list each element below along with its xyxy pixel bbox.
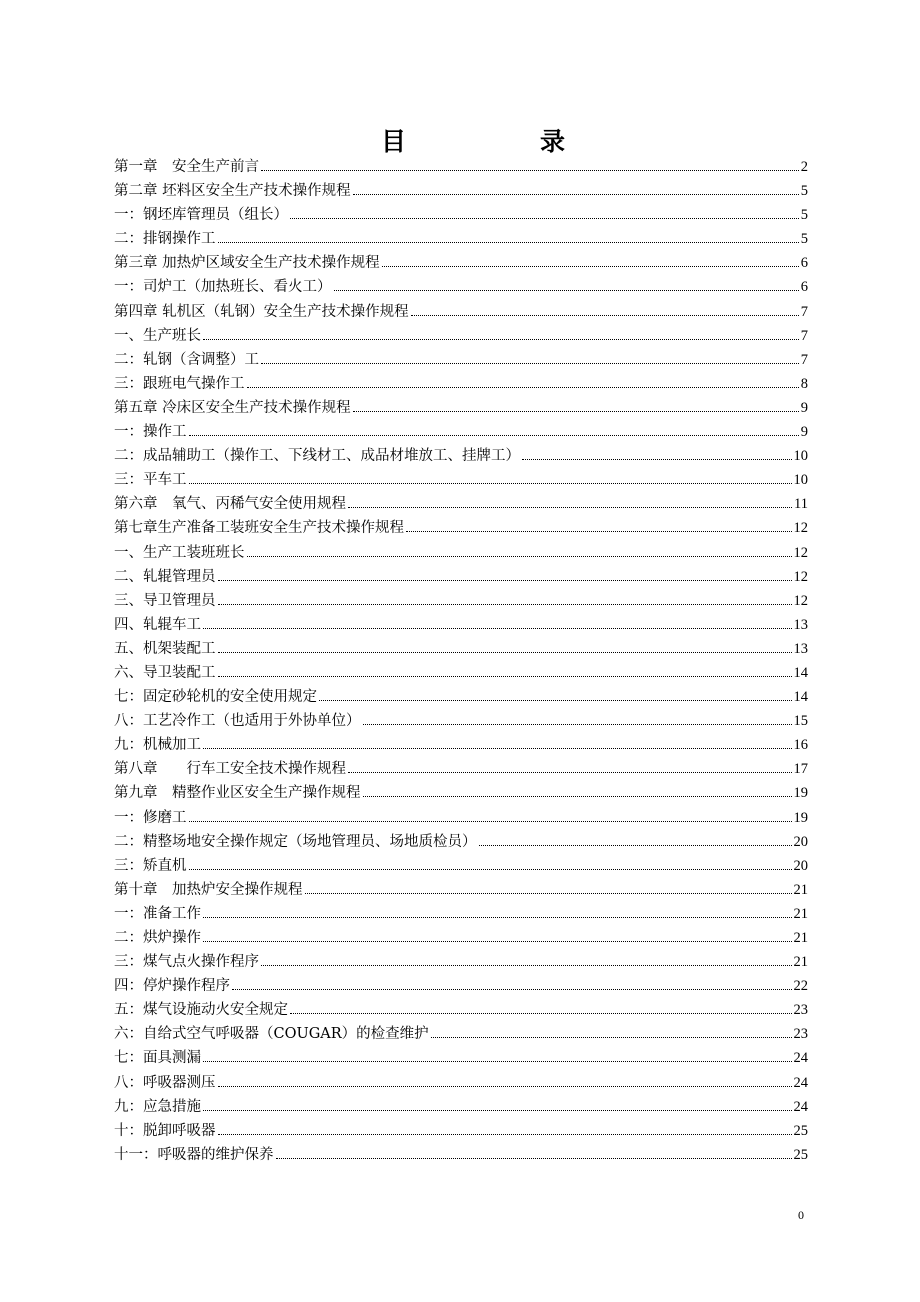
toc-entry-label: 一：准备工作 (114, 905, 201, 922)
toc-entry[interactable] (114, 950, 808, 974)
toc-entry-label: 八：工艺冷作工（也适用于外协单位） (114, 713, 361, 730)
toc-dot-leader (431, 1037, 792, 1038)
toc-entry-page-number: 5 (800, 207, 808, 224)
toc-entry-label: 二：成品辅助工（操作工、下线材工、成品材堆放工、挂牌工） (114, 448, 520, 465)
toc-entry-label: 五：煤气设施动火安全规定 (114, 1002, 288, 1019)
toc-entry-label: 一、生产班长 (114, 327, 201, 344)
toc-dot-leader (353, 411, 799, 412)
toc-entry-label: 十：脱卸呼吸器 (114, 1122, 216, 1139)
toc-dot-leader (382, 266, 799, 267)
toc-dot-leader (305, 893, 792, 894)
toc-entry[interactable] (114, 251, 808, 275)
toc-entry-page-number: 20 (793, 833, 808, 850)
toc-dot-leader (189, 435, 799, 436)
toc-entry[interactable] (114, 396, 808, 420)
toc-entry-page-number: 21 (793, 905, 808, 922)
toc-entry-label: 三：矫直机 (114, 857, 187, 874)
toc-dot-leader (218, 1134, 792, 1135)
toc-entry-page-number: 6 (800, 255, 808, 272)
toc-entry[interactable] (114, 300, 808, 324)
toc-entry-page-number: 7 (800, 351, 808, 368)
toc-entry-page-number: 7 (800, 303, 808, 320)
toc-dot-leader (218, 242, 799, 243)
toc-entry-label: 六、导卫装配工 (114, 664, 216, 681)
toc-dot-leader (353, 194, 799, 195)
toc-entry-page-number: 2 (800, 159, 808, 175)
toc-entry-page-number: 21 (793, 954, 808, 971)
toc-entry[interactable] (114, 637, 808, 661)
toc-entry-page-number: 12 (793, 592, 808, 609)
toc-entry-label: 五、机架装配工 (114, 640, 216, 657)
toc-entry-page-number: 15 (793, 713, 808, 730)
toc-entry-page-number: 22 (793, 978, 808, 995)
toc-entry-label: 第六章 氧气、丙稀气安全使用规程 (114, 496, 346, 513)
toc-dot-leader (261, 363, 799, 364)
toc-entry-label: 七：面具测漏 (114, 1050, 201, 1067)
toc-entry-page-number: 23 (793, 1026, 808, 1043)
toc-entry-label: 第四章 轧机区（轧钢）安全生产技术操作规程 (114, 303, 409, 320)
toc-entry[interactable] (114, 1071, 808, 1095)
toc-entry-label: 二：烘炉操作 (114, 930, 201, 946)
toc-entry[interactable] (114, 661, 808, 685)
toc-dot-leader (203, 339, 799, 340)
toc-entry-page-number: 21 (793, 881, 808, 898)
toc-entry-page-number: 20 (793, 857, 808, 874)
toc-entry-page-number: 10 (793, 472, 808, 489)
toc-dot-leader (334, 290, 799, 291)
toc-entry-page-number: 5 (800, 231, 808, 248)
toc-entry[interactable] (114, 420, 808, 444)
toc-entry[interactable] (114, 516, 808, 540)
toc-entry[interactable] (114, 854, 808, 878)
toc-entry-label: 一：司炉工（加热班长、看火工） (114, 279, 332, 296)
toc-entry-page-number: 6 (800, 279, 808, 296)
toc-entry[interactable] (114, 781, 808, 805)
toc-entry[interactable] (114, 541, 808, 565)
toc-entry-page-number: 17 (793, 761, 808, 778)
toc-entry-page-number: 16 (793, 737, 808, 754)
toc-entry-label: 十一：呼吸器的维护保养 (114, 1146, 274, 1163)
toc-dot-leader (218, 604, 792, 605)
toc-entry-page-number: 12 (793, 544, 808, 561)
toc-dot-leader (411, 315, 799, 316)
toc-dot-leader (261, 170, 799, 171)
toc-dot-leader (189, 869, 792, 870)
toc-entry-label: 第七章生产准备工装班安全生产技术操作规程 (114, 520, 404, 537)
toc-entry[interactable] (114, 492, 808, 516)
toc-entry[interactable] (114, 1046, 808, 1070)
toc-entry-page-number: 13 (793, 640, 808, 657)
toc-dot-leader (276, 1158, 792, 1159)
toc-entry[interactable] (114, 1095, 808, 1119)
toc-entry-page-number: 24 (793, 1098, 808, 1115)
toc-dot-leader (189, 821, 792, 822)
toc-entry[interactable] (114, 613, 808, 637)
toc-entry-label: 三、导卫管理员 (114, 592, 216, 609)
toc-dot-leader (319, 700, 792, 701)
toc-dot-leader (232, 989, 792, 990)
toc-entry-label: 第八章 行车工安全技术操作规程 (114, 761, 346, 778)
toc-entry-label: 三：跟班电气操作工 (114, 375, 245, 392)
toc-entry[interactable] (114, 806, 808, 830)
toc-entry-page-number: 9 (800, 399, 808, 416)
toc-entry[interactable] (114, 902, 808, 926)
toc-entry-label: 一：钢坯库管理员（组长） (114, 207, 288, 224)
toc-dot-leader (363, 724, 792, 725)
toc-entry-page-number: 21 (793, 930, 808, 946)
toc-entry-page-number: 25 (793, 1122, 808, 1139)
toc-entry-label: 一：操作工 (114, 424, 187, 441)
toc-dot-leader (203, 917, 792, 918)
toc-dot-leader (348, 772, 792, 773)
toc-dot-leader (522, 459, 792, 460)
toc-entry[interactable] (114, 757, 808, 781)
toc-entry-label: 第三章 加热炉区域安全生产技术操作规程 (114, 255, 380, 272)
toc-dot-leader (479, 845, 792, 846)
toc-entry[interactable] (114, 275, 808, 299)
toc-entry[interactable] (114, 179, 808, 203)
toc-entry[interactable] (114, 685, 808, 709)
toc-dot-leader (218, 580, 792, 581)
toc-dot-leader (290, 218, 799, 219)
toc-entry-label: 第九章 精整作业区安全生产操作规程 (114, 785, 361, 802)
toc-entry-page-number: 24 (793, 1074, 808, 1091)
toc-entry[interactable] (114, 203, 808, 227)
toc-entry-label: 二：精整场地安全操作规定（场地管理员、场地质检员） (114, 833, 477, 850)
toc-entry-label: 九：机械加工 (114, 737, 201, 754)
toc-dot-leader (218, 676, 792, 677)
toc-entry[interactable] (114, 1022, 808, 1046)
toc-entry-label: 二、轧辊管理员 (114, 568, 216, 585)
toc-entry-page-number: 23 (793, 1002, 808, 1019)
toc-dot-leader (247, 556, 792, 557)
toc-entry-page-number: 5 (800, 183, 808, 200)
toc-dot-leader (203, 748, 792, 749)
toc-entry-label: 三：平车工 (114, 472, 187, 489)
toc-entry[interactable] (114, 830, 808, 854)
toc-dot-leader (218, 652, 792, 653)
toc-dot-leader (203, 941, 792, 942)
toc-entry-page-number: 19 (793, 809, 808, 826)
toc-entry-page-number: 11 (794, 496, 808, 513)
toc-entry[interactable] (114, 709, 808, 733)
toc-entry-page-number: 12 (793, 520, 808, 537)
toc-dot-leader (348, 507, 792, 508)
toc-entry[interactable] (114, 468, 808, 492)
toc-entry[interactable] (114, 565, 808, 589)
toc-entry-label: 八：呼吸器测压 (114, 1074, 216, 1091)
toc-entry-label: 二：轧钢（含调整）工 (114, 351, 259, 368)
toc-dot-leader (247, 387, 799, 388)
toc-entry-page-number: 8 (800, 375, 808, 392)
toc-entry-page-number: 14 (793, 689, 808, 706)
toc-entry[interactable] (114, 348, 808, 372)
toc-title-char-2: 录 (540, 127, 566, 156)
toc-entry[interactable] (114, 878, 808, 902)
toc-entry[interactable] (114, 1119, 808, 1143)
toc-entry-label: 一：修磨工 (114, 809, 187, 826)
toc-entry[interactable] (114, 589, 808, 613)
toc-entry[interactable] (114, 324, 808, 348)
toc-dot-leader (218, 1086, 792, 1087)
toc-entry[interactable] (114, 444, 808, 468)
toc-entry-page-number: 24 (793, 1050, 808, 1067)
toc-entry-label: 二：排钢操作工 (114, 231, 216, 248)
toc-entry-page-number: 13 (793, 616, 808, 633)
toc-dot-leader (290, 1013, 792, 1014)
toc-entry-label: 第二章 坯料区安全生产技术操作规程 (114, 183, 351, 200)
toc-entry-label: 六：自给式空气呼吸器（COUGAR）的检查维护 (114, 1026, 429, 1043)
toc-dot-leader (363, 796, 792, 797)
toc-dot-leader (189, 483, 792, 484)
toc-dot-leader (203, 628, 792, 629)
toc-entry[interactable] (114, 974, 808, 998)
toc-entry-label: 第十章 加热炉安全操作规程 (114, 881, 303, 898)
toc-dot-leader (261, 965, 792, 966)
page-number: 0 (798, 1208, 804, 1222)
toc-entry[interactable] (114, 998, 808, 1022)
toc-entry-label: 四：停炉操作程序 (114, 978, 230, 995)
toc-entry[interactable] (114, 1143, 808, 1167)
toc-entry[interactable] (114, 372, 808, 396)
toc-entry[interactable] (114, 926, 808, 950)
toc-entry-label: 四、轧辊车工 (114, 616, 201, 633)
toc-entry-page-number: 19 (793, 785, 808, 802)
toc-entry[interactable] (114, 155, 808, 179)
toc-entry-label: 一、生产工装班班长 (114, 544, 245, 561)
toc-title-char-1: 目 (381, 127, 407, 156)
toc-entry-label: 第五章 冷床区安全生产技术操作规程 (114, 399, 351, 416)
toc-entry-page-number: 10 (793, 448, 808, 465)
toc-entry-label: 三：煤气点火操作程序 (114, 954, 259, 971)
toc-entry-page-number: 14 (793, 664, 808, 681)
toc-entry-page-number: 9 (800, 424, 808, 441)
toc-list (114, 155, 808, 1167)
toc-entry-page-number: 12 (793, 568, 808, 585)
toc-entry-label: 七：固定砂轮机的安全使用规定 (114, 689, 317, 706)
toc-entry[interactable] (114, 227, 808, 251)
toc-dot-leader (203, 1061, 792, 1062)
toc-entry-label: 第一章 安全生产前言 (114, 159, 259, 175)
toc-entry-label: 九：应急措施 (114, 1098, 201, 1115)
toc-dot-leader (203, 1110, 792, 1111)
toc-entry[interactable] (114, 733, 808, 757)
toc-entry-page-number: 7 (800, 327, 808, 344)
toc-entry-page-number: 25 (793, 1146, 808, 1163)
toc-dot-leader (406, 531, 792, 532)
